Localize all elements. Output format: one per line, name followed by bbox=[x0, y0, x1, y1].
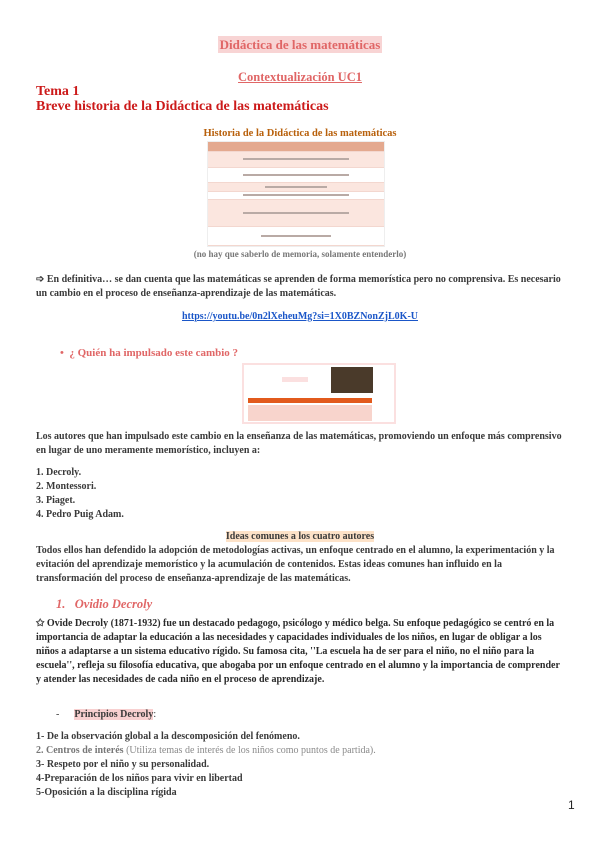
paragraph-conclusion: ➩ En definitiva… se dan cuenta que las matemáticas se aprenden de forma memorística pero no comprensiva. Es necesario un cambio en el proceso de enseñanza-aprendizaje de las matemáticas. bbox=[36, 274, 561, 299]
table-caption: Historia de la Didáctica de las matemáticas bbox=[203, 128, 397, 139]
author-item: 1. Decroly. bbox=[36, 467, 82, 478]
question-bullet: • ¿ Quién ha impulsado este cambio ? bbox=[60, 347, 239, 359]
principle-item: 2. Centros de interés (Utiliza temas de interés de los niños como puntos de partida). bbox=[36, 745, 376, 756]
authors-list bbox=[36, 466, 566, 522]
principle-item: 4-Preparación de los niños para vivir en libertad bbox=[36, 773, 243, 784]
tema-title: Breve historia de la Didáctica de las matemáticas bbox=[36, 99, 329, 114]
document-title: Didáctica de las matemáticas bbox=[219, 37, 381, 52]
video-link[interactable]: https://youtu.be/0n2lXeheuMg?si=1X0BZNonZjL0K-U bbox=[181, 311, 418, 322]
principios-label: - Principios Decroly: bbox=[56, 709, 157, 720]
history-table-image bbox=[207, 141, 385, 247]
paragraph-decroly: ✩ Ovide Decroly (1871-1932) fue un destacado pedagogo, psicólogo y médico belga. Su enfoque pedagógico se centró en la importancia de adaptar la educación a las necesidades y capacidades individuales de los niños, en lugar de obligar a los niños a adaptarse a un sistema educativo rígido. Su famosa cita, ''La escuela ha de ser para el niño, no el niño para la escuela'', refleja su filosofía educativa, que abogaba por un enfoque centrado en el alumno y la importancia de comprender y atender las necesidades de cada niño en el proceso de aprendizaje. bbox=[36, 618, 560, 685]
paragraph-authors: Los autores que han impulsado este cambio en la enseñanza de las matemáticas, promoviendo un enfoque más comprensivo en lugar de uno meramente memorístico, incluyen a: bbox=[36, 431, 562, 456]
principle-item: 1- De la observación global a la descomposición del fenómeno. bbox=[36, 731, 300, 742]
table-note: (no hay que saberlo de memoria, solamente entenderlo) bbox=[193, 249, 407, 259]
tema-label: Tema 1 bbox=[36, 84, 80, 99]
authors-summary-image bbox=[242, 363, 396, 424]
paragraph-ideas: Todos ellos han defendido la adopción de metodologías activas, un enfoque centrado en el alumno, la experimentación y la evitación del aprendizaje memorístico y la acumulación de contenidos. Estas ideas comunes han influido en la transformación del proceso de enseñanza-aprendizaje de las matemáticas. bbox=[36, 545, 555, 584]
author-item: 3. Piaget. bbox=[36, 495, 76, 506]
principles-list bbox=[36, 730, 566, 800]
page-number: 1 bbox=[568, 798, 575, 812]
section-heading-decroly: 1. Ovidio Decroly bbox=[56, 597, 153, 611]
author-item: 2. Montessori. bbox=[36, 481, 97, 492]
subtitle: Contextualización UC1 bbox=[238, 70, 362, 84]
author-item: 4. Pedro Puig Adam. bbox=[36, 509, 124, 520]
ideas-heading: Ideas comunes a los cuatro autores bbox=[225, 531, 375, 542]
principle-item: 3- Respeto por el niño y su personalidad. bbox=[36, 759, 210, 770]
principle-item: 5-Oposición a la disciplina rígida bbox=[36, 787, 177, 798]
